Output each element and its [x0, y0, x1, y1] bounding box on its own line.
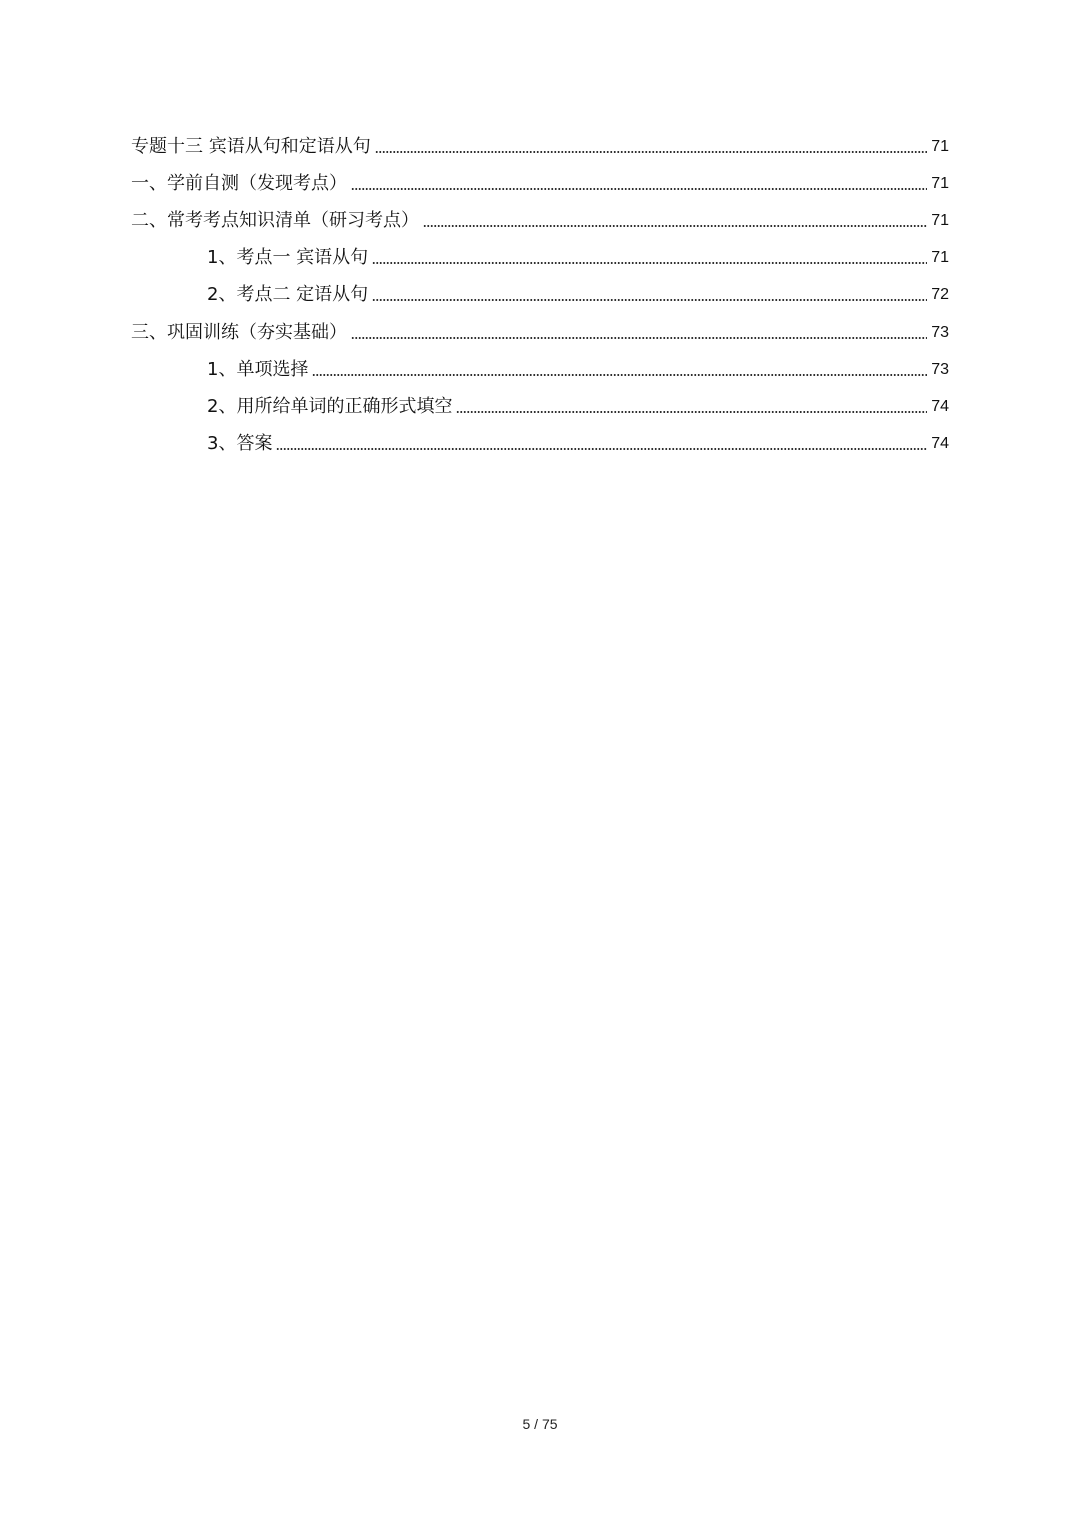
toc-entry-title: 专题十三 宾语从句和定语从句: [131, 135, 371, 157]
toc-dot-leader: [351, 188, 927, 190]
toc-entry-topic-13[interactable]: [131, 128, 949, 165]
toc-entry-page: 71: [931, 249, 949, 267]
page-number-footer: 5 / 75: [522, 1416, 558, 1432]
toc-entry-title: 2、用所给单词的正确形式填空: [207, 395, 453, 417]
toc-entry-multiple-choice[interactable]: [131, 351, 949, 388]
toc-entry-title: 三、巩固训练（夯实基础）: [131, 321, 347, 343]
toc-entry-page: 74: [931, 435, 949, 453]
toc-entry-point-2[interactable]: [131, 277, 949, 314]
toc-dot-leader: [372, 299, 927, 301]
toc-entry-pretest[interactable]: [131, 165, 949, 202]
toc-dot-leader: [375, 151, 927, 153]
toc-entry-page: 74: [931, 397, 949, 415]
toc-entry-title: 1、考点一 宾语从句: [207, 247, 369, 269]
toc-entry-page: 72: [931, 286, 949, 304]
toc-entry-page: 71: [931, 137, 949, 155]
toc-entry-page: 71: [931, 174, 949, 192]
toc-entry-title: 二、常考考点知识清单（研习考点）: [131, 209, 419, 231]
toc-entry-title: 2、考点二 定语从句: [207, 284, 369, 306]
toc-entry-page: 71: [931, 211, 949, 229]
toc-entry-title: 一、学前自测（发现考点）: [131, 172, 347, 194]
toc-entry-page: 73: [931, 360, 949, 378]
table-of-contents: [131, 128, 949, 463]
toc-entry-point-1[interactable]: [131, 240, 949, 277]
toc-entry-answers[interactable]: [131, 426, 949, 463]
toc-entry-knowledge-list[interactable]: [131, 202, 949, 239]
toc-entry-title: 3、答案: [207, 433, 273, 455]
toc-dot-leader: [351, 337, 927, 339]
toc-entry-practice[interactable]: [131, 314, 949, 351]
toc-dot-leader: [312, 374, 927, 376]
toc-entry-fill-blanks[interactable]: [131, 388, 949, 425]
toc-dot-leader: [276, 448, 927, 450]
toc-dot-leader: [372, 262, 927, 264]
toc-entry-title: 1、单项选择: [207, 358, 309, 380]
toc-dot-leader: [423, 225, 927, 227]
toc-dot-leader: [456, 411, 927, 413]
toc-entry-page: 73: [931, 323, 949, 341]
